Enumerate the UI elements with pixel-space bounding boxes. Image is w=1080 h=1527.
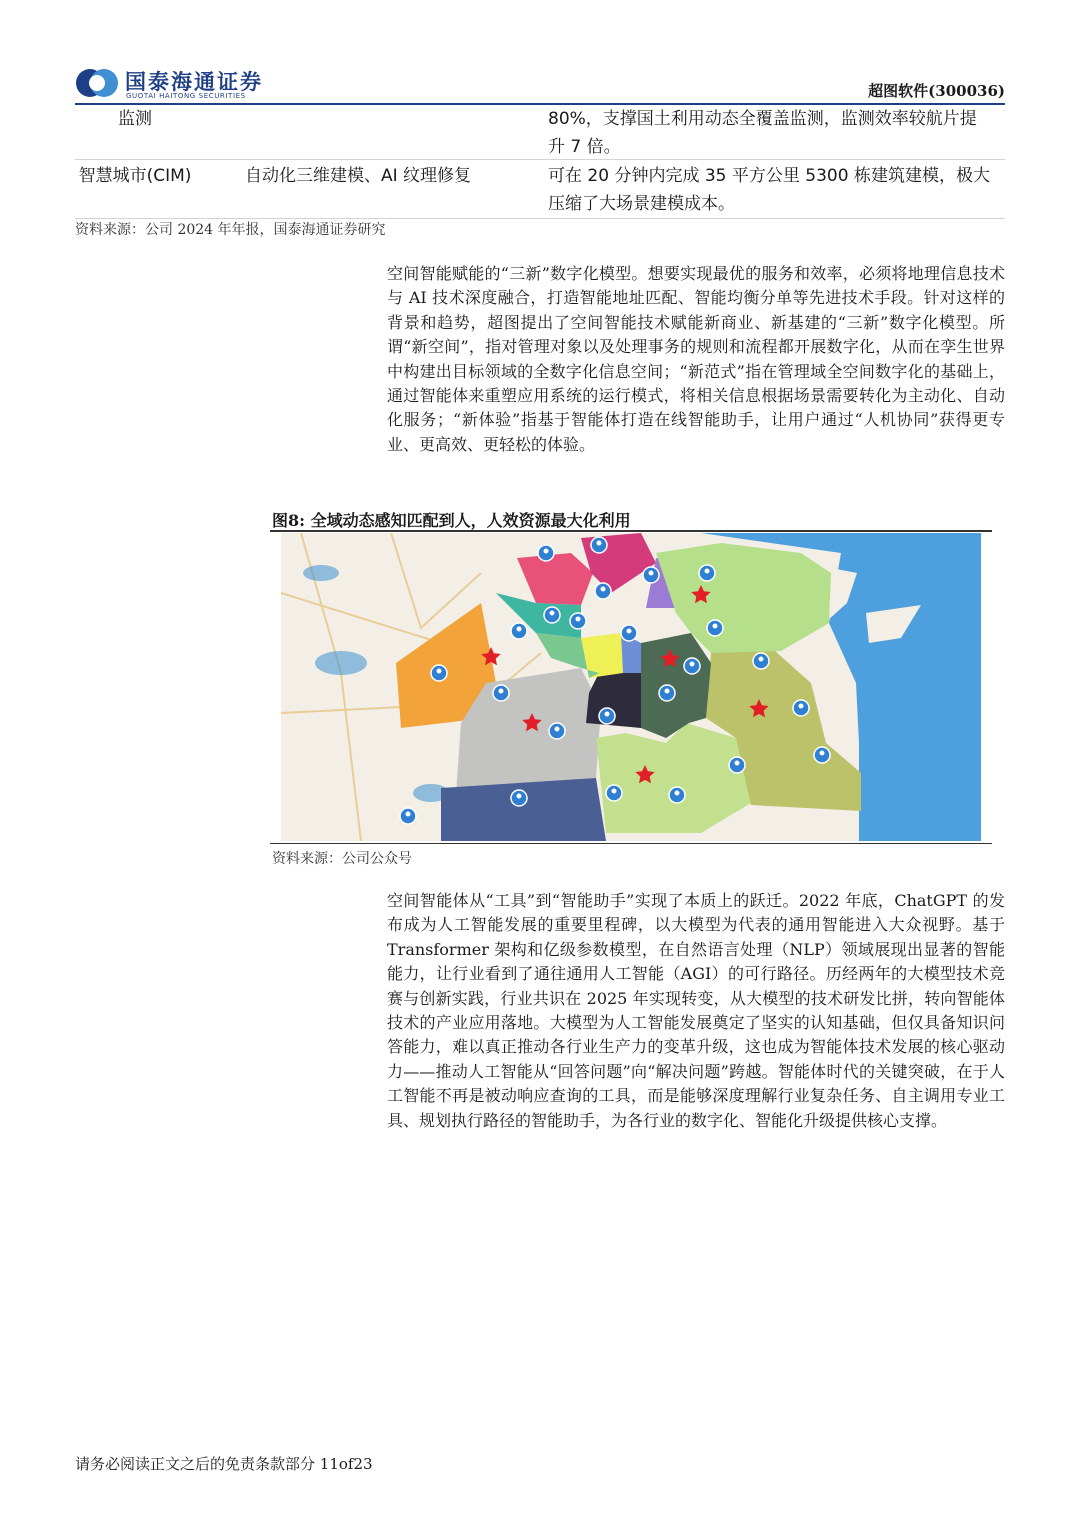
district-map-figure [281,533,981,841]
figure-top-rule [270,530,992,532]
page-footer: 请务必阅读正文之后的免责条款部分 11of23 [75,1455,373,1473]
table-cell-effect: 80%，支撑国土利用动态全覆盖监测，监测效率较航片提升 7 倍。 [548,109,977,157]
figure-title: 图8: 全域动态感知匹配到人，人效资源最大化利用 [272,511,631,530]
table-row [75,105,1005,160]
page-header [75,64,1005,104]
figure-source-note: 资料来源：公司公众号 [272,851,412,867]
figure-bottom-rule [270,843,992,844]
application-table [75,105,1005,219]
district-map-image [281,533,981,841]
table-cell-category: 智慧城市(CIM) [78,166,192,186]
company-logo-icon [75,68,119,98]
table-cell-category: 监测 [118,109,152,129]
table-cell-effect: 可在 20 分钟内完成 35 平方公里 5300 栋建筑建模，极大压缩了大场景建模成本。 [548,166,990,214]
table-row [75,160,1005,219]
logo-english-text: GUOTAI HAITONG SECURITIES [126,92,246,100]
report-stock-label: 超图软件(300036) [868,82,1005,100]
logo-chinese-text: 国泰海通证券 [125,70,263,94]
body-paragraph-three-new-model: 空间智能赋能的“三新”数字化模型。想要实现最优的服务和效率，必须将地理信息技术与 AI 技术深度融合，打造智能地址匹配、智能均衡分单等先进技术手段。针对这样的背景和趋势，超图提出了空间智能技术赋能新商业、新基建的“三新”数字化模型。所谓“新空间”，指对管理对象以及处理事务的规则和流程都开展数字化，从而在孪生世界中构建出目标领域的全数字化信息空间；“新范式”指在管理域全空间数字化的基础上，通过智能体来重塑应用系统的运行模式，将相关信息根据场景需要转化为主动化、自动化服务；“新体验”指基于智能体打造在线智能助手，让用户通过“人机协同”获得更专业、更高效、更轻松的体验。 [387,264,1005,454]
table-source-note: 资料来源：公司 2024 年年报，国泰海通证券研究 [75,222,386,238]
table-cell-technology: 自动化三维建模、AI 纹理修复 [245,166,472,186]
body-paragraph-agent-leap: 空间智能体从“工具”到“智能助手”实现了本质上的跃迁。2022 年底，ChatGPT 的发布成为人工智能发展的重要里程碑，以大模型为代表的通用智能进入大众视野。基于 Transformer 架构和亿级参数模型，在自然语言处理（NLP）领域展现出显著的智能能力，让行业看到了通往通用人工智能（AGI）的可行路径。历经两年的大模型技术竞赛与创新实践，行业共识在 2025 年实现转变，从大模型的技术研发比拼，转向智能体技术的产业应用落地。大模型为人工智能发展奠定了坚实的认知基础，但仅具备知识问答能力，难以真正推动各行业生产力的变革升级，这也成为智能体技术发展的核心驱动力——推动人工智能从“回答问题”向“解决问题”跨越。智能体时代的关键突破，在于人工智能不再是被动响应查询的工具，而是能够深度理解行业复杂任务、自主调用专业工具、规划执行路径的智能助手，为各行业的数字化、智能化升级提供核心支撑。 [387,891,1005,1130]
